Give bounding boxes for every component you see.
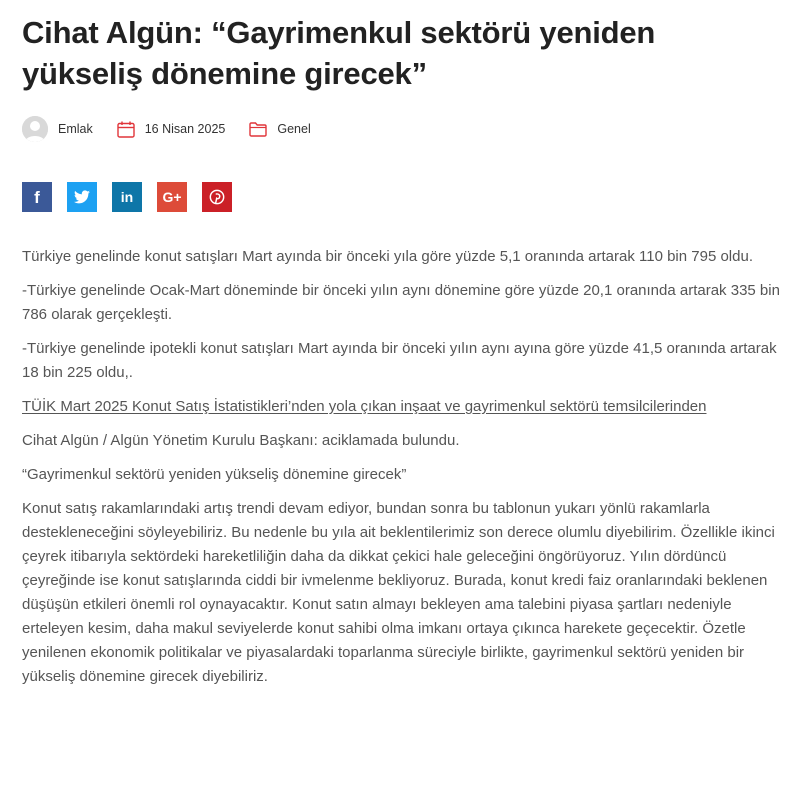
article-title-line-2: yükseliş dönemine girecek” — [22, 56, 427, 91]
article-meta — [22, 114, 782, 144]
category-meta[interactable] — [249, 122, 310, 137]
folder-icon — [249, 122, 267, 137]
facebook-icon: f — [34, 187, 40, 207]
share-buttons — [22, 182, 782, 212]
quote-paragraph: “Gayrimenkul sektörü yeniden yükseliş dönemine girecek” — [22, 466, 407, 483]
google-plus-icon: G+ — [162, 189, 182, 205]
date-meta — [117, 121, 226, 138]
paragraph-1: Türkiye genelinde konut satışları Mart ayında bir önceki yıla göre yüzde 5,1 oranında artarak 110 bin 795 oldu. — [22, 248, 753, 265]
article-title-line-1: Cihat Algün: “Gayrimenkul sektörü yeniden — [22, 15, 656, 50]
paragraph-2: -Türkiye genelinde Ocak-Mart döneminde bir önceki yılın aynı dönemine göre yüzde 20,1 oranında artarak 335 bin 786 olarak gerçekleşti. — [22, 282, 780, 323]
pinterest-icon — [209, 189, 225, 205]
tuik-statistics-link[interactable]: TÜİK Mart 2025 Konut Satış İstatistikleri’nden yola çıkan inşaat ve gayrimenkul sektörü temsilcilerinden — [22, 398, 707, 415]
share-google-plus-button[interactable] — [157, 182, 187, 212]
category-link[interactable]: Genel — [277, 122, 311, 136]
share-linkedin-button[interactable] — [112, 182, 142, 212]
publish-date: 16 Nisan 2025 — [144, 122, 226, 136]
linkedin-icon: in — [120, 189, 134, 205]
twitter-icon — [74, 190, 90, 204]
share-facebook-button[interactable] — [22, 182, 52, 212]
author-name[interactable]: Emlak — [58, 122, 93, 136]
body-paragraph: Konut satış rakamlarındaki artış trendi devam ediyor, bundan sonra bu tablonun yukarı yönlü rakamlarla destekleneceğini söyleyebiliriz. Bu nedenle bu yıla ait beklentilerimiz son derece olumlu diyebilirim. Özellikle ikinci çeyrek itibarıyla sektördeki hareketliliğin daha da dikkat çekici hale geleceğini öngörüyoruz. Yılın dördüncü çeyreğinde ise konut satışlarında ciddi bir ivmelenme bekliyoruz. Burada, konut kredi faiz oranlarındaki beklenen düşüşün etkileri önemli rol oynayacaktır. Konut satın almayı bekleyen ama talebini piyasa şartları nedeniyle erteleyen kesim, daha makul seviyelerde konut sahibi olma imkanı ortaya çıkınca harekete geçecektir. Özetle yenilenen ekonomik politikalar ve piyasalardaki toparlanma süreciyle birlikte, gayrimenkul sektörü yeniden bir yükseliş dönemine girecek diyebiliriz. — [22, 500, 775, 685]
share-pinterest-button[interactable] — [202, 182, 232, 212]
author-meta[interactable] — [22, 116, 93, 142]
avatar[interactable] — [22, 116, 48, 142]
paragraph-3: -Türkiye genelinde ipotekli konut satışları Mart ayında bir önceki yılın aynı ayına göre yüzde 41,5 oranında artarak 18 bin 225 oldu,. — [22, 340, 777, 381]
calendar-icon — [117, 121, 135, 138]
speaker-paragraph: Cihat Algün / Algün Yönetim Kurulu Başkanı: aciklamada bulundu. — [22, 432, 460, 449]
article — [22, 0, 782, 699]
article-title — [22, 0, 782, 94]
link-paragraph — [22, 395, 782, 419]
user-avatar-icon — [22, 116, 48, 142]
share-twitter-button[interactable] — [67, 182, 97, 212]
article-body — [22, 245, 782, 689]
